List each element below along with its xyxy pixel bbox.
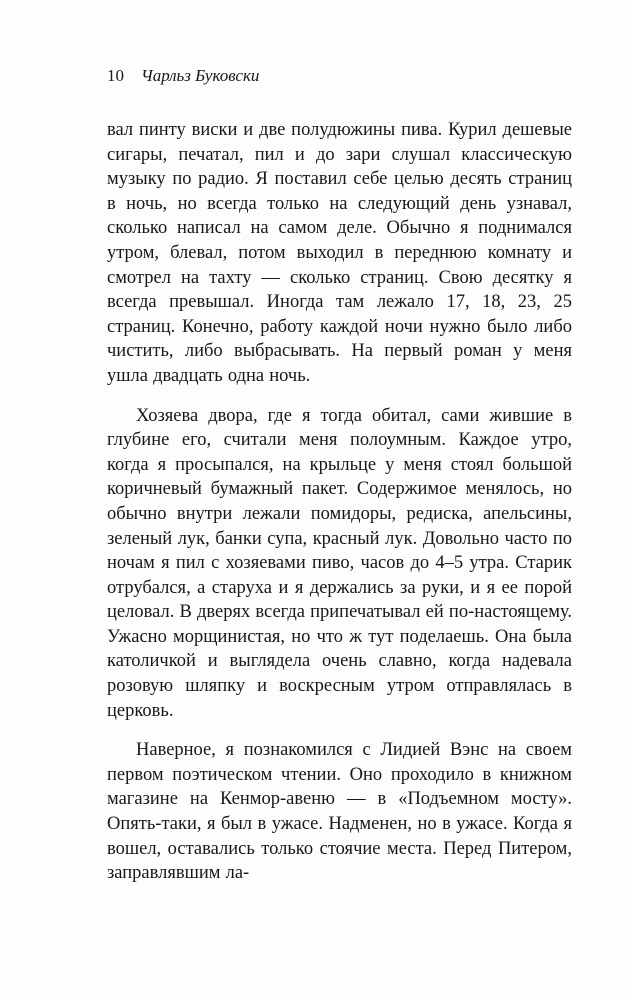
body-text	[107, 118, 572, 886]
paragraph: вал пинту виски и две полудюжины пива. Курил дешевые сигары, печатал, пил и до зари слушал классическую музыку по радио. Я поставил себе целью десять страниц в ночь, но всегда только на следующий день узнавал, сколько написал на самом деле. Обычно я поднимался утром, блевал, потом выходил в переднюю комнату и смотрел на тахту — сколько страниц. Свою десятку я всегда превышал. Иногда там лежало 17, 18, 23, 25 страниц. Конечно, работу каждой ночи нужно было либо чистить, либо выбрасывать. На первый роман у меня ушла двадцать одна ночь.	[107, 120, 572, 386]
page-number: 10	[107, 66, 124, 85]
running-head	[107, 66, 572, 86]
paragraph: Хозяева двора, где я тогда обитал, сами жившие в глубине его, считали меня полоумным. Каждое утро, когда я просыпался, на крыльце у меня стоял большой коричневый бумажный пакет. Содержимое менялось, но обычно внутри лежали помидоры, редиска, апельсины, зеленый лук, банки супа, красный лук. Довольно часто по ночам я пил с хозяевами пиво, часов до 4–5 утра. Старик отрубался, а старуха и я держались за руки, и я ее порой целовал. В дверях всегда припечатывал ей по-настоящему. Ужасно морщинистая, но что ж тут поделаешь. Она была католичкой и выглядела очень славно, когда надевала розовую шляпку и воскресным утром отправлялась в церковь.	[107, 405, 572, 721]
paragraph: Наверное, я познакомился с Лидией Вэнс на своем первом поэтическом чтении. Оно проходило в книжном магазине на Кенмор-авеню — в «Подъемном мосту». Опять-таки, я был в ужасе. Надменен, но в ужасе. Когда я вошел, оставались только стоячие места. Перед Питером, заправлявшим ла-	[107, 740, 572, 884]
running-head-author: Чарльз Буковски	[141, 66, 260, 85]
